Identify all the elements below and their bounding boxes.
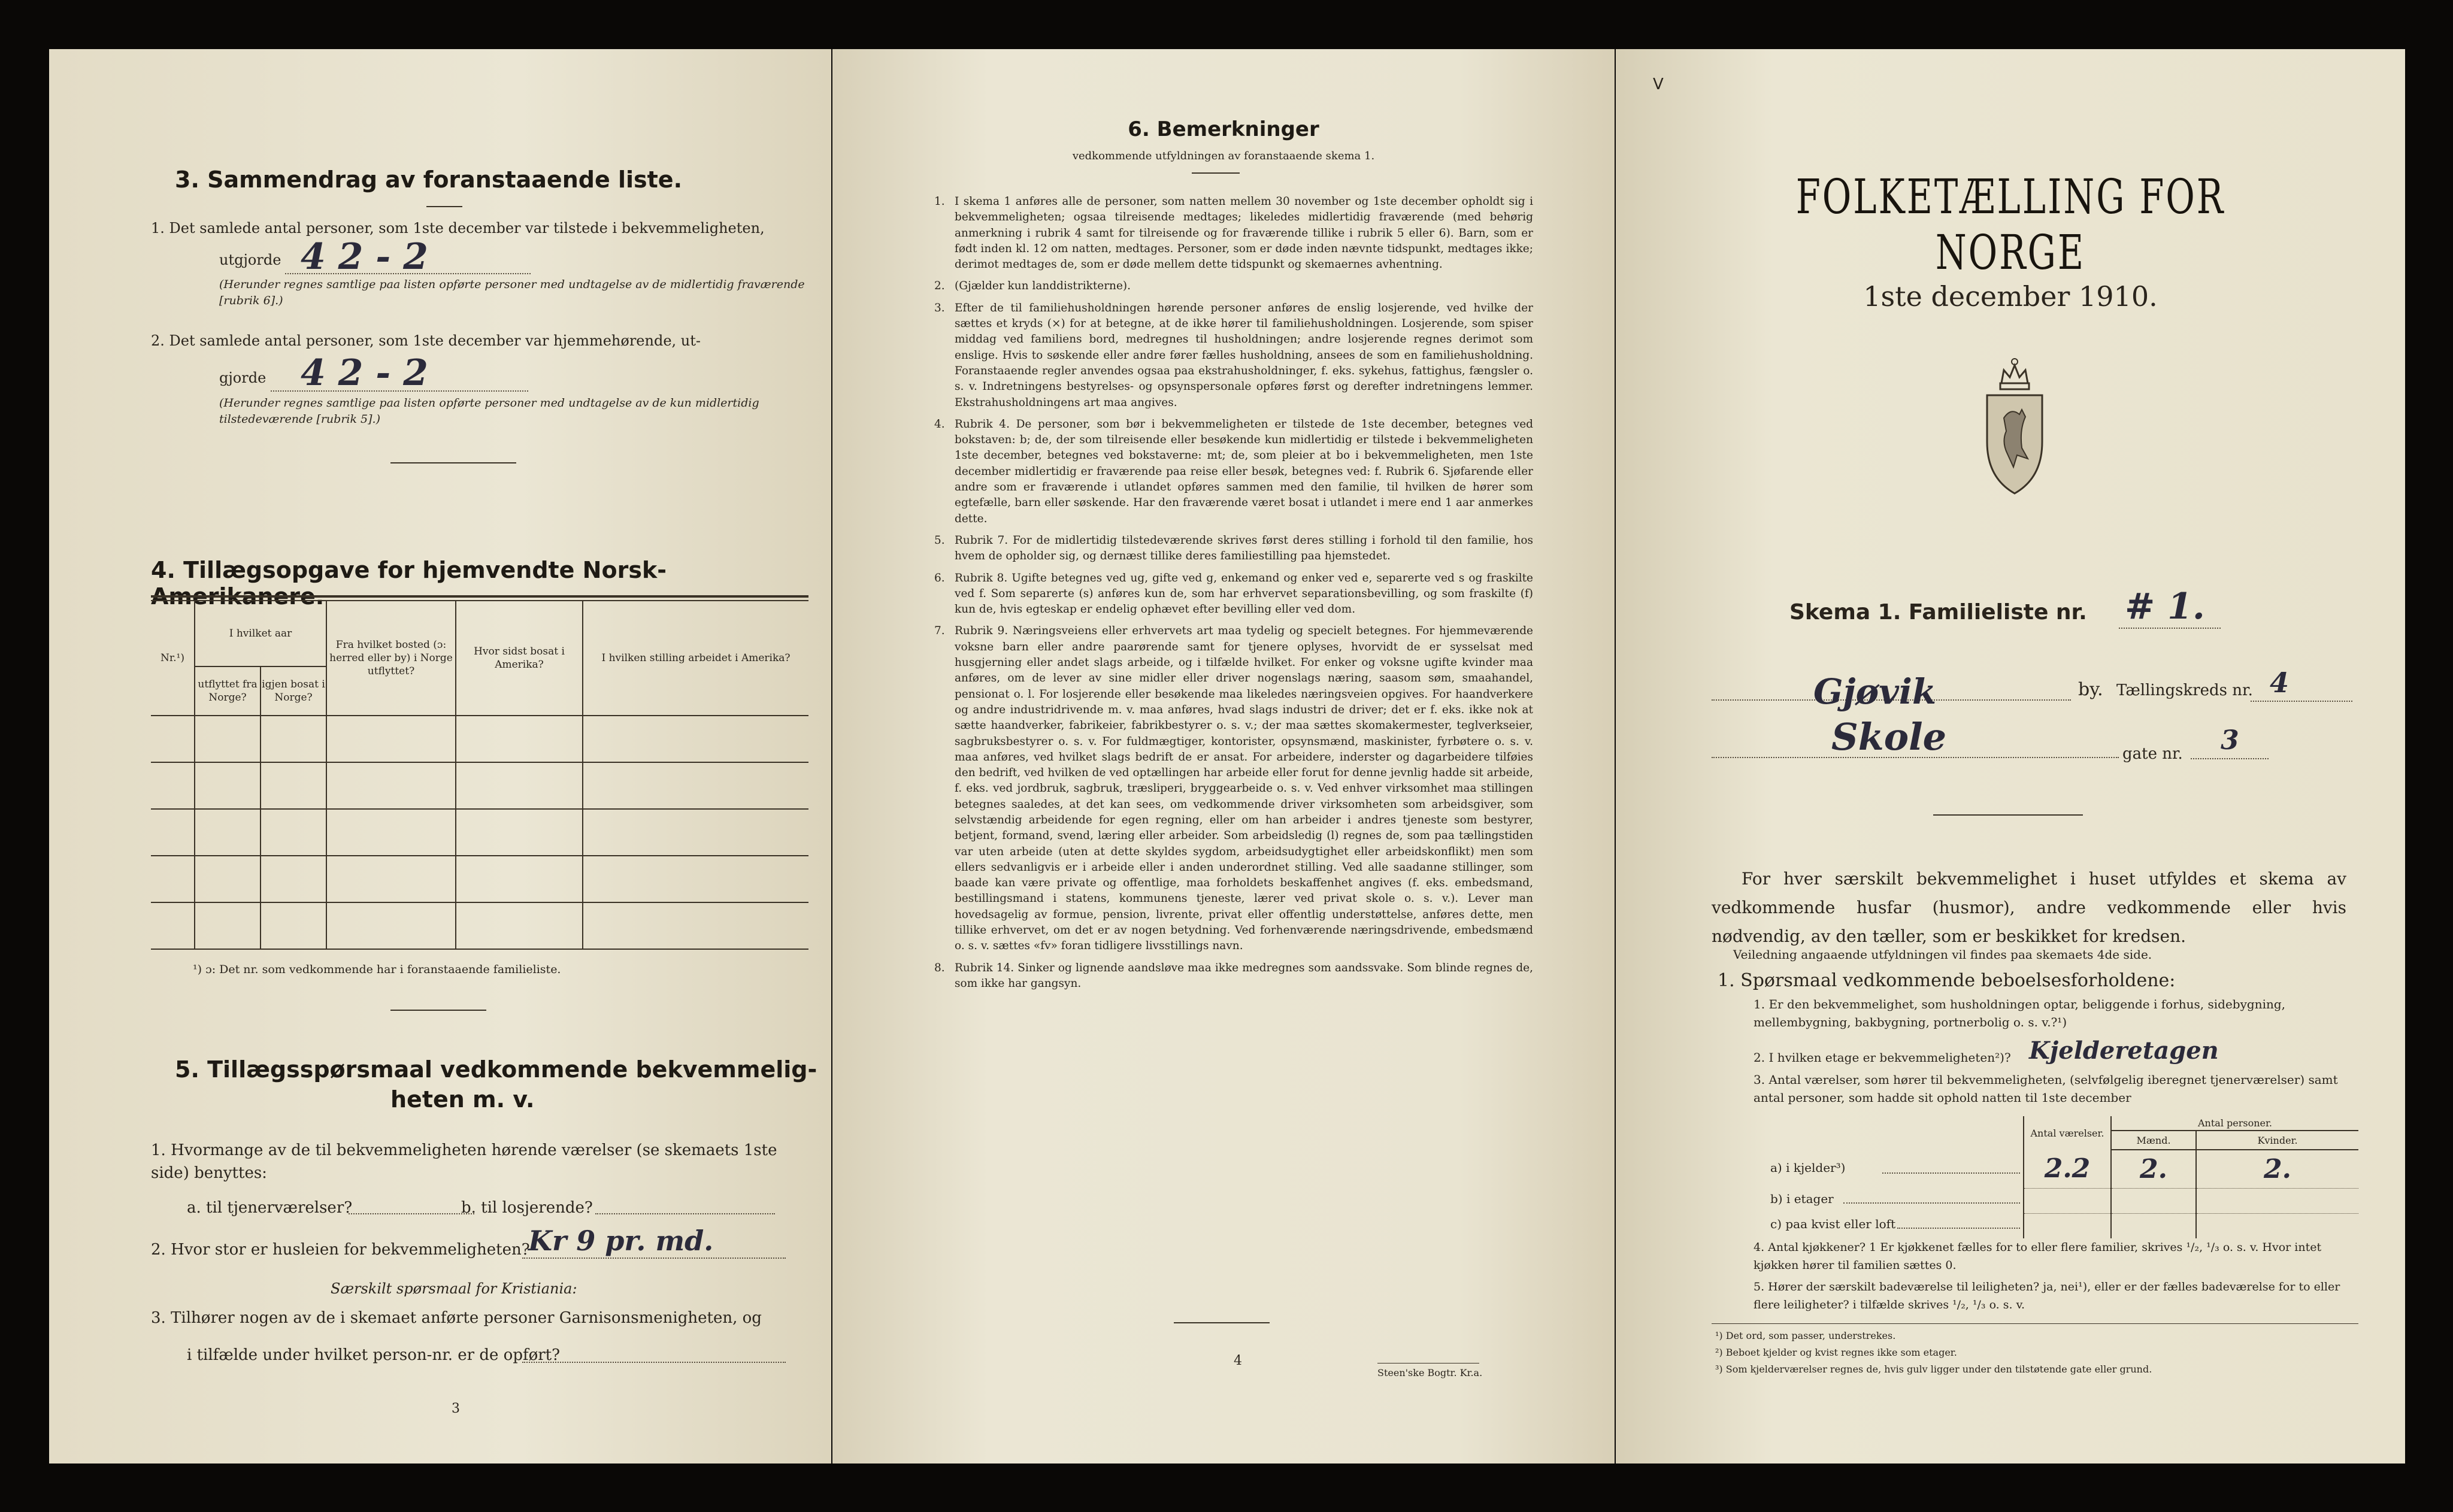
- housing-q2-handwritten: Kjelderetagen: [2029, 1037, 2219, 1065]
- remark-item: 6. Rubrik 8. Ugifte betegnes ved ug, gifte ved g, enkemand og enker ved e, separerte ved s og fraskilte ved f. Som separerte (s) anføres kun de, som har erhvervet separationsbevilling, og som fraskilte (f) kun de, hvis egteskap er endelig ophævet efter bevilling eller ved dom.: [934, 571, 1533, 616]
- remark-item: 8. Rubrik 14. Sinker og lignende aandsløve maa ikke medregnes som aandssvake. Som blinde regnes de, som ikke har gangsyn.: [934, 961, 1533, 990]
- divider: [1192, 172, 1240, 174]
- remark-item: 2. (Gjælder kun landdistrikterne).: [934, 280, 1131, 293]
- row-b-line: [1843, 1202, 2020, 1204]
- s5-q1a-line: [349, 1213, 474, 1214]
- schema-label: Skema 1. Familieliste nr.: [1789, 600, 2087, 625]
- page-number: 3: [452, 1401, 460, 1416]
- col-persons: Antal personer.: [2111, 1116, 2358, 1131]
- s5-q3-line: [522, 1362, 786, 1363]
- remarks-list: [934, 194, 1533, 998]
- footnote-1: ¹) Det ord, som passer, understrekes.: [1715, 1330, 1896, 1341]
- s5-q2: 2. Hvor stor er husleien for bekvemmeligheten?: [151, 1241, 530, 1259]
- q2-text: 2. Det samlede antal personer, som 1ste december var hjemmehørende, ut-: [151, 332, 701, 349]
- s5-q3b: i tilfælde under hvilket person-nr. er de opført?: [187, 1346, 561, 1364]
- col-rooms: Antal værelser.: [2024, 1116, 2111, 1150]
- s5-q2-line: [522, 1258, 786, 1259]
- q1-note: (Herunder regnes samtlige paa listen opførte personer med undtagelse av de midlertidig fraværende [rubrik 6].): [219, 278, 805, 307]
- row-a-label: a) i kjelder³): [1770, 1160, 1846, 1175]
- remark-item: 3. Efter de til familiehusholdningen hørende personer anføres de enslig losjerende, ved hvilke der sættes et kryds (×) for at betegne, at de ikke hører til familiehusholdningen. Losjerende, som spiser middag ved familiens bord, medregnes til husholdningen; andre losjerende regnes derimot som enslige. Hvis to søskende eller andre fører fælles husholdning, ansees de som en familiehusholdning. Foranstaaende regler anvendes ogsaa paa ekstrahusholdninger, f. eks. sykehus, fattighus, fængsler o. s. v. Indretningens bestyrelses- og opsynspersonale opføres først og derefter indretningens lemmer. Ekstrahusholdningens art maa angives.: [934, 301, 1533, 409]
- housing-q5: 5. Hører der særskilt badeværelse til leiligheten? ja, nei¹), eller er der fælles badeværelse for to eller flere leiligheter? i tilfælde skrives ¹/₂, ¹/₃ o. s. v.: [1754, 1280, 2340, 1311]
- row-a-rooms: 2.2: [2024, 1150, 2111, 1188]
- norsk-amerikaner-table: [151, 600, 808, 950]
- remark-item: 4. Rubrik 4. De personer, som bør i bekvemmeligheten er tilstede de 1ste december, betegnes ved bokstaven: b; de, der som tilreisende eller besøkende kun midlertidig er tilstede i bekvemmeligheten 1ste december, betegnes ved bokstaverne: mt; de, som pleier at bo i bekvemmeligheten, men 1ste december midlertidig er fraværende paa reise eller besøk, betegnes ved: f. Rubrik 6. Sjøfarende eller andre som er fraværende i utlandet opføres sammen med den familie, til hvilken de hører som egtefælle, barn eller søskende. Har den fraværende været bosat i utlandet i mere end 1 aar anmerkes dette.: [934, 417, 1533, 525]
- housing-q4: 4. Antal kjøkkener? 1 Er kjøkkenet fælles for to eller flere familier, skrives ¹/₂, ¹/₃ o. s. v. Hvor intet kjøkken hører til familien sættes 0.: [1754, 1241, 2322, 1272]
- form-title: FOLKETÆLLING FOR NORGE: [1795, 169, 2225, 280]
- col-sidst-bosat: Hvor sidst bosat i Amerika?: [456, 601, 583, 716]
- row-a-line: [1882, 1172, 2020, 1174]
- gate-handwritten: 3: [2221, 725, 2239, 756]
- housing-q1: 1. Er den bekvemmelighet, som husholdningen optar, beliggende i forhus, sidebygning, mellembygning, bakbygning, portnerbolig o. s. v.?¹): [1754, 997, 2286, 1029]
- col-group-year: I hvilket aar: [195, 601, 326, 666]
- q2-prefix: gjorde: [219, 369, 267, 386]
- housing-q3: 3. Antal værelser, som hører til bekvemmeligheten, (selvfølgelig iberegnet tjenerværelser) samt antal personer, som hadde sit ophold natten til 1ste december: [1754, 1072, 2338, 1105]
- coat-of-arms-icon: [1980, 352, 2049, 502]
- row-b-label: b) i etager: [1770, 1192, 1834, 1206]
- remark-item: 1. I skema 1 anføres alle de personer, som natten mellem 30 november og 1ste december opholdt sig i bekvemmeligheten; ogsaa tilreisende medtages; likeledes midlertidig fraværende (med behørig anmerkning i rubrik 4 samt for tilreisende og for fraværende tillike i rubrik 5 eller 6). Barn, som er født inden kl. 12 om natten, medtages. Personer, som er døde inden nævnte tidspunkt, medtages ikke; derimot medtages de, som er døde mellem dette tidspunkt og skemaernes avhentning.: [934, 195, 1533, 271]
- housing-q2: 2. I hvilken etage er bekvemmeligheten²)?: [1754, 1050, 2011, 1065]
- s5-q1: 1. Hvormange av de til bekvemmeligheten hørende værelser (se skemaets 1ste side) benyttes:: [151, 1141, 777, 1182]
- col-nr: Nr.¹): [151, 601, 195, 716]
- divider: [1174, 1322, 1270, 1323]
- table-row: [151, 762, 808, 809]
- s5-q1a: a. til tjenerværelser?: [187, 1199, 353, 1217]
- by-label: by.: [2078, 679, 2103, 700]
- corner-mark: V: [1653, 75, 1664, 93]
- q1-prefix: utgjorde: [219, 252, 281, 268]
- remark-item: 5. Rubrik 7. For de midlertidig tilstedeværende skrives først deres stilling i forhold til den familie, hos hvem de opholder sig, og dernæst tillike deres familiestilling paa hjemstedet.: [934, 534, 1533, 563]
- kreds-label: Tællingskreds nr.: [2116, 681, 2253, 699]
- row-c-line: [1897, 1228, 2020, 1229]
- q1-dotted-line: [285, 273, 531, 274]
- veiledning-note: Veiledning angaaende utfyldningen vil findes paa skemaets 4de side.: [1733, 947, 2152, 962]
- right-page: [1616, 49, 2405, 1463]
- col-stilling: I hvilken stilling arbeidet i Amerika?: [583, 601, 808, 716]
- footnote-rule: [1712, 1323, 2358, 1324]
- col-fra-bosted: Fra hvilket bosted (ɔ: herred eller by) i Norge utflyttet?: [326, 601, 456, 716]
- col-igjen-bosat: igjen bosat i Norge?: [261, 666, 326, 716]
- footnote-2: ²) Beboet kjelder og kvist regnes ikke som etager.: [1715, 1347, 1957, 1358]
- row-c-label: c) paa kvist eller loft: [1770, 1217, 1896, 1231]
- footnote-3: ³) Som kjelderværelser regnes de, hvis gulv ligger under den tilstøtende gate eller grund.: [1715, 1363, 2152, 1375]
- q1-text: 1. Det samlede antal personer, som 1ste december var tilstede i bekvemmeligheten,: [151, 220, 765, 237]
- gate-label: gate nr.: [2122, 745, 2183, 763]
- row-a-women: 2.: [2196, 1150, 2358, 1188]
- section-4-heading: 4. Tillægsopgave for hjemvendte Norsk-Amerikanere.: [151, 557, 667, 610]
- remarks-heading: 6. Bemerkninger: [1128, 117, 1319, 141]
- table-row: [151, 902, 808, 949]
- section-5-heading: 5. Tillægsspørsmaal vedkommende bekvemmelig-: [175, 1056, 817, 1083]
- divider: [390, 1010, 486, 1011]
- table-top-rule: [151, 595, 808, 598]
- remarks-subheading: vedkommende utfyldningen av foranstaaende skema 1.: [1072, 150, 1375, 162]
- divider: [1933, 814, 2083, 816]
- section-3-heading: 3. Sammendrag av foranstaaende liste.: [175, 166, 683, 193]
- street-dotted-line: [1712, 757, 2119, 758]
- table-row: [151, 809, 808, 856]
- page-number: 4: [1234, 1353, 1242, 1368]
- s5-q2-handwritten-value: Kr 9 pr. md.: [528, 1225, 714, 1257]
- divider: [390, 462, 516, 463]
- rooms-persons-table: [2023, 1116, 2358, 1238]
- left-page: [49, 49, 831, 1463]
- s5-kristiania: Særskilt spørsmaal for Kristiania:: [331, 1280, 577, 1297]
- table-row: [151, 716, 808, 762]
- schema-dotted-line: [2119, 628, 2221, 629]
- kreds-handwritten: 4: [2270, 666, 2290, 699]
- middle-page: [832, 49, 1615, 1463]
- divider: [426, 206, 462, 207]
- q2-dotted-line: [271, 390, 528, 392]
- table-footnote: ¹) ɔ: Det nr. som vedkommende har i foranstaaende familieliste.: [193, 963, 561, 976]
- col-women: Kvinder.: [2196, 1131, 2358, 1150]
- questions-heading: 1. Spørsmaal vedkommende beboelsesforholdene:: [1718, 970, 2176, 991]
- street-handwritten: Skole: [1831, 715, 1947, 759]
- col-men: Mænd.: [2111, 1131, 2196, 1150]
- q2-handwritten-value: 4 2 - 2: [301, 352, 428, 394]
- printer-credit: Steen'ske Bogtr. Kr.a.: [1377, 1367, 1483, 1378]
- q1-handwritten-value: 4 2 - 2: [301, 236, 428, 278]
- by-handwritten: Gjøvik: [1813, 671, 1937, 712]
- section-5-heading-cont: heten m. v.: [390, 1086, 535, 1113]
- s5-q3: 3. Tilhører nogen av de i skemaet anførte personer Garnisonsmenigheten, og: [151, 1309, 762, 1327]
- row-a-men: 2.: [2111, 1150, 2196, 1188]
- schema-handwritten-number: # 1.: [2125, 586, 2205, 628]
- table-row: [151, 856, 808, 902]
- remark-item: 7. Rubrik 9. Næringsveiens eller erhvervets art maa tydelig og specielt betegnes. For hjemmeværende voksne barn eller andre paarørende samt for tjenere oplyses, hvorvidt de er sysselsat med husgjerning eller andet slags arbeide, og i tilfælde hvilket. For enker og voksne ugifte kvinder maa anføres, om de lever av sine midler eller driver nogenslags næring, saasom søm, smaahandel, pensionat o. l. For losjerende eller besøkende maa likeledes næringsveien opgives. For haandverkere og andre industridrivende m. v. maa anføres, hvad slags industri de driver; det er f. eks. ikke nok at sætte haandverker, fabrikeier, fabrikbestyrer o. s. v.; der maa sættes skomakermester, teglverkseier, sagbruksbestyrer o. s. v. For fuldmægtiger, kontorister, opsynsmænd, maskinister, fyrbøtere o. s. v. maa anføres, ved hvilket slags bedrift de er ansat. For arbeidere, inderster og dagarbeidere tilføies den bedrift, ved hvilken de ved optællingen har arbeide eller forut for denne jevnlig hadde sit arbeide, f. eks. ved jordbruk, sagbruk, træsliperi, bryggearbeide o. s. v. Ved enhver virksomhet maa stillingen betegnes saaledes, at det kan sees, om vedkommende driver virksomheten som arbeidsgiver, som selvstændig arbeidende for egen regning, eller om han arbeider i andres tjeneste som bestyrer, betjent, formand, svend, læring eller arbeider. Som arbeidsledig (l) regnes de, som paa tællingstiden var uten arbeide (uten at dette skyldes sygdom, arbeidsudygtighet eller arbeidskonflikt) men som ellers sedvanligvis er i arbeide eller i anden underordnet stilling. Ved alle saadanne stillinger, som baade kan være private og offentlige, maa forholdets beskaffenhet angives (f. eks. embedsmand, bestillingsmand i statens, kommunens tjeneste, lærer ved privat skole o. s. v.). Lever man hovedsagelig av formue, pension, livrente, privat eller offentlig understøttelse, anføres dette, men tillike erhvervet, om det er av nogen betydning. Ved forhenværende næringsdrivende, embedsmænd o. s. v. sættes «fv» foran tidligere livsstillings navn.: [934, 625, 1533, 953]
- s5-q1b: b. til losjerende?: [461, 1199, 593, 1217]
- gate-dotted-line: [2191, 758, 2269, 759]
- form-date: 1ste december 1910.: [1863, 280, 2158, 313]
- s5-q1b-line: [595, 1213, 775, 1214]
- kreds-dotted-line: [2251, 701, 2352, 702]
- col-utflyttet: utflyttet fra Norge?: [195, 666, 261, 716]
- intro-paragraph: For hver særskilt bekvemmelighet i huset utfyldes et skema av vedkommende husfar (husmor), andre vedkommende eller hvis nødvendig, av den tæller, som er beskikket for kredsen.: [1712, 869, 2346, 946]
- q2-note: (Herunder regnes samtlige paa listen opførte personer med undtagelse av de kun midlertidig tilstedeværende [rubrik 5].): [219, 396, 759, 426]
